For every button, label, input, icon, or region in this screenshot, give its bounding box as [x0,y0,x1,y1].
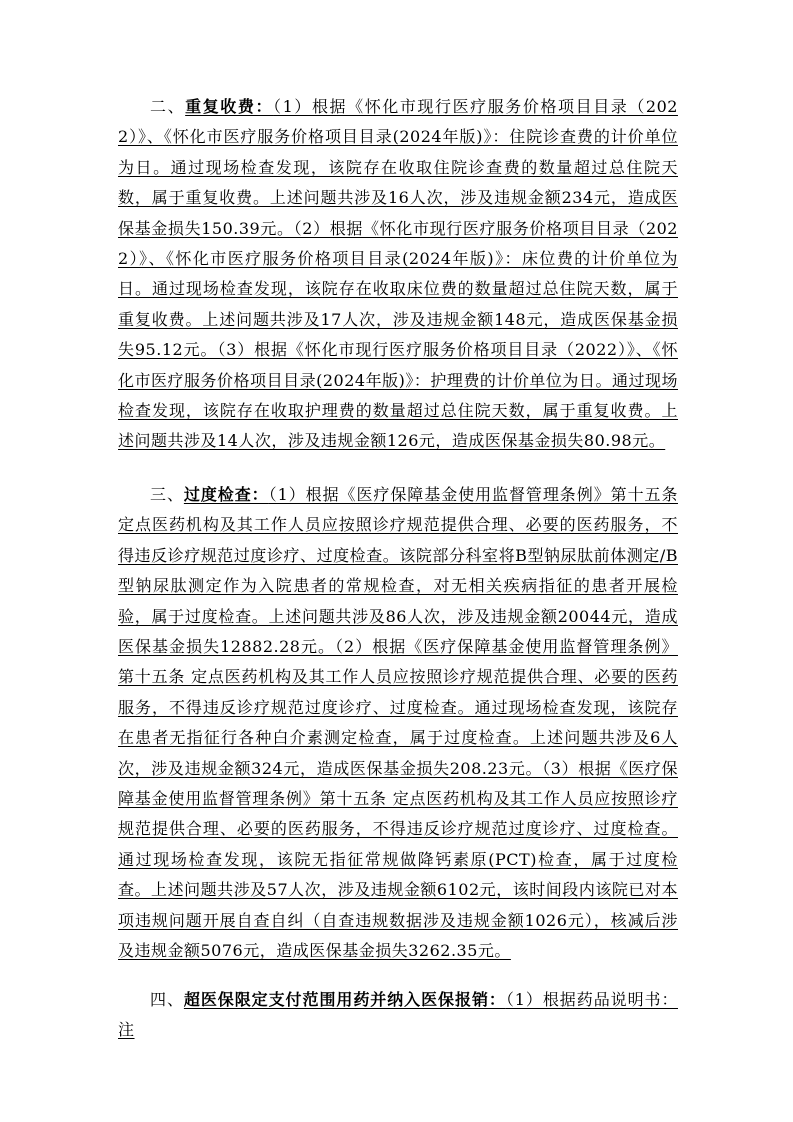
paragraph-prefix: 四、 [150,990,184,1009]
section-heading: 过度检查： [183,485,269,504]
paragraph-prefix: 二、 [150,97,186,116]
paragraph-body: （1）根据药品说明书：注 [118,990,678,1040]
paragraph-excessive-examination [118,480,678,967]
paragraph-body: （1）根据《医疗保障基金使用监督管理条例》第十五条 定点医药机构及其工作人员应按照诊疗规范提供合理、必要的医药服务，不得违反诊疗规范过度诊疗、过度检查。该院部分科室将B型钠尿肽前体测定/B型钠尿肽测定作为入院患者的常规检查，对无相关疾病指征的患者开展检验，属于过度检查。上述问题共涉及86人次，涉及违规金额20044元，造成医保基金损失12882.28元。（2）根据《医疗保障基金使用监督管理条例》第十五条 定点医药机构及其工作人员应按照诊疗规范提供合理、必要的医药服务，不得违反诊疗规范过度诊疗、过度检查。通过现场检查发现，该院存在患者无指征行各种白介素测定检查，属于过度检查。上述问题共涉及6人次，涉及违规金额324元，造成医保基金损失208.23元。（3）根据《医疗保障基金使用监督管理条例》第十五条 定点医药机构及其工作人员应按照诊疗规范提供合理、必要的医药服务，不得违反诊疗规范过度诊疗、过度检查。通过现场检查发现，该院无指征常规做降钙素原(PCT)检查，属于过度检查。上述问题共涉及57人次，涉及违规金额6102元，该时间段内该院已对本项违规问题开展自查自纠（自查违规数据涉及违规金额1026元），核减后涉及违规金额5076元，造成医保基金损失3262.35元。 [118,485,678,961]
paragraph-duplicate-charges [118,92,678,457]
paragraph-prefix: 三、 [150,485,184,504]
paragraph-body: （1）根据《怀化市现行医疗服务价格项目目录（2022）》、《怀化市医疗服务价格项目目录(2024年版)》：住院诊查费的计价单位为日。通过现场检查发现，该院存在收取住院诊查费的数量超过总住院天数，属于重复收费。上述问题共涉及16人次，涉及违规金额234元，造成医保基金损失150.39元。（2）根据《怀化市现行医疗服务价格项目目录（2022）》、《怀化市医疗服务价格项目目录(2024年版)》：床位费的计价单位为日。通过现场检查发现，该院存在收取床位费的数量超过总住院天数，属于重复收费。上述问题共涉及17人次，涉及违规金额148元，造成医保基金损失95.12元。（3）根据《怀化市现行医疗服务价格项目目录（2022）》、《怀化市医疗服务价格项目目录(2024年版)》：护理费的计价单位为日。通过现场检查发现，该院存在收取护理费的数量超过总住院天数，属于重复收费。上述问题共涉及14人次，涉及违规金额126元，造成医保基金损失80.98元。 [118,97,678,451]
section-heading: 重复收费： [185,97,274,116]
section-heading: 超医保限定支付范围用药并纳入医保报销： [183,990,506,1009]
paragraph-over-limit-medication [118,985,678,1046]
